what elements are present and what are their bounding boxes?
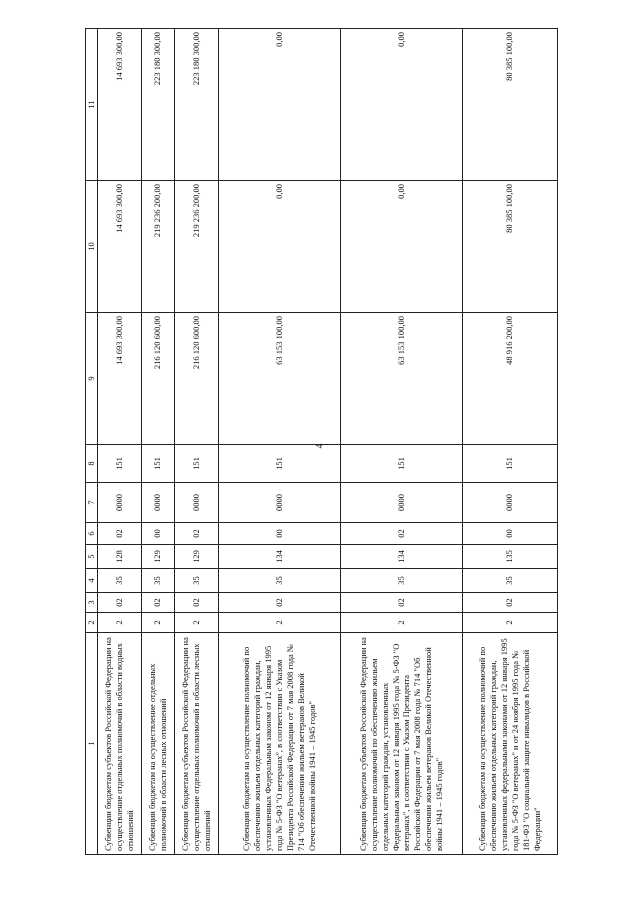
code-cell: 151: [462, 445, 557, 483]
code-cell: 151: [340, 445, 462, 483]
subvention-name: Субвенции бюджетам на осуществление полномочий по обеспечению жильем отдельных категорий граждан, установленных федеральными законами от 12 января 1995 года № 5-ФЗ "О ветеранах" и от 24 ноября 1995 года № 181-ФЗ "О социальной защите инвалидов в Российской Федерации": [462, 633, 557, 855]
code-cell: 02: [97, 523, 141, 545]
table-header-row: [86, 29, 98, 855]
code-cell: 2: [218, 613, 340, 633]
code-cell: 129: [141, 545, 174, 569]
code-cell: 00: [462, 523, 557, 545]
code-cell: 134: [340, 545, 462, 569]
code-cell: 02: [340, 523, 462, 545]
amount-cell: 14 693 300,00: [97, 29, 141, 181]
amount-cell: 80 385 100,00: [462, 181, 557, 313]
code-cell: 2: [97, 613, 141, 633]
code-cell: 02: [141, 593, 174, 613]
amount-cell: 0,00: [340, 29, 462, 181]
code-cell: 0000: [141, 483, 174, 523]
header-cell: 11: [86, 29, 98, 181]
table-row: [174, 29, 218, 855]
header-cell: 9: [86, 313, 98, 445]
amount-cell: 0,00: [218, 29, 340, 181]
code-cell: 0000: [340, 483, 462, 523]
table-row: [141, 29, 174, 855]
code-cell: 35: [340, 569, 462, 593]
subvention-name: Субвенции бюджетам субъектов Российской Федерации на осуществление отдельных полномочий в области лесных отношений: [174, 633, 218, 855]
code-cell: 02: [174, 523, 218, 545]
amount-cell: 219 236 200,00: [141, 181, 174, 313]
rotated-document: [85, 32, 555, 855]
code-cell: 02: [462, 593, 557, 613]
subvention-name: Субвенции бюджетам на осуществление отдельных полномочий в области лесных отношений: [141, 633, 174, 855]
table-row: [340, 29, 462, 855]
amount-cell: 80 385 100,00: [462, 29, 557, 181]
code-cell: 35: [141, 569, 174, 593]
amount-cell: 14 693 300,00: [97, 181, 141, 313]
amount-cell: 63 153 100,00: [218, 313, 340, 445]
amount-cell: 0,00: [340, 181, 462, 313]
header-cell: 1: [86, 633, 98, 855]
code-cell: 0000: [174, 483, 218, 523]
header-cell: 3: [86, 593, 98, 613]
code-cell: 35: [462, 569, 557, 593]
amount-cell: 216 120 600,00: [141, 313, 174, 445]
code-cell: 35: [218, 569, 340, 593]
amount-cell: 48 916 200,00: [462, 313, 557, 445]
code-cell: 151: [97, 445, 141, 483]
table-row: [97, 29, 141, 855]
header-cell: 2: [86, 613, 98, 633]
code-cell: 2: [340, 613, 462, 633]
page-number: 4: [314, 443, 326, 449]
header-cell: 10: [86, 181, 98, 313]
amount-cell: 14 693 300,00: [97, 313, 141, 445]
code-cell: 134: [218, 545, 340, 569]
amount-cell: 0,00: [218, 181, 340, 313]
header-cell: 7: [86, 483, 98, 523]
amount-cell: 63 153 100,00: [340, 313, 462, 445]
amount-cell: 223 180 300,00: [174, 29, 218, 181]
subvention-name: Субвенции бюджетам субъектов Российской Федерации на осуществление полномочий по обеспечению жильем отдельных категорий граждан, установленных Федеральным законом от 12 января 1995 года № 5-ФЗ "О ветеранах", в соответствии с Указом Президента Российской Федерации от 7 мая 2008 года № 714 "Об обеспечении жильем ветеранов Великой Отечественной войны 1941 – 1945 годов": [340, 633, 462, 855]
code-cell: 00: [218, 523, 340, 545]
code-cell: 135: [462, 545, 557, 569]
header-cell: 4: [86, 569, 98, 593]
header-cell: 5: [86, 545, 98, 569]
code-cell: 35: [174, 569, 218, 593]
code-cell: 2: [174, 613, 218, 633]
code-cell: 2: [462, 613, 557, 633]
code-cell: 129: [174, 545, 218, 569]
amount-cell: 219 236 200,00: [174, 181, 218, 313]
amount-cell: 223 180 300,00: [141, 29, 174, 181]
code-cell: 0000: [462, 483, 557, 523]
code-cell: 02: [174, 593, 218, 613]
code-cell: 2: [141, 613, 174, 633]
budget-table: [85, 28, 558, 855]
code-cell: 151: [141, 445, 174, 483]
code-cell: 151: [218, 445, 340, 483]
table-row: [218, 29, 340, 855]
code-cell: 0000: [218, 483, 340, 523]
code-cell: 02: [97, 593, 141, 613]
header-cell: 8: [86, 445, 98, 483]
code-cell: 151: [174, 445, 218, 483]
table-row: [462, 29, 557, 855]
subvention-name: Субвенции бюджетам субъектов Российской Федерации на осуществление отдельных полномочий в области водных отношений: [97, 633, 141, 855]
code-cell: 02: [218, 593, 340, 613]
header-cell: 6: [86, 523, 98, 545]
amount-cell: 216 120 600,00: [174, 313, 218, 445]
code-cell: 128: [97, 545, 141, 569]
code-cell: 00: [141, 523, 174, 545]
code-cell: 35: [97, 569, 141, 593]
subvention-name: Субвенции бюджетам на осуществление полномочий по обеспечению жильем отдельных категорий граждан, установленных Федеральным законом от 12 января 1995 года № 5-ФЗ "О ветеранах", в соответствии с Указом Президента Российской Федерации от 7 мая 2008 года № 714 "Об обеспечении жильем ветеранов Великой Отечественной войны 1941 – 1945 годов": [218, 633, 340, 855]
code-cell: 0000: [97, 483, 141, 523]
code-cell: 02: [340, 593, 462, 613]
